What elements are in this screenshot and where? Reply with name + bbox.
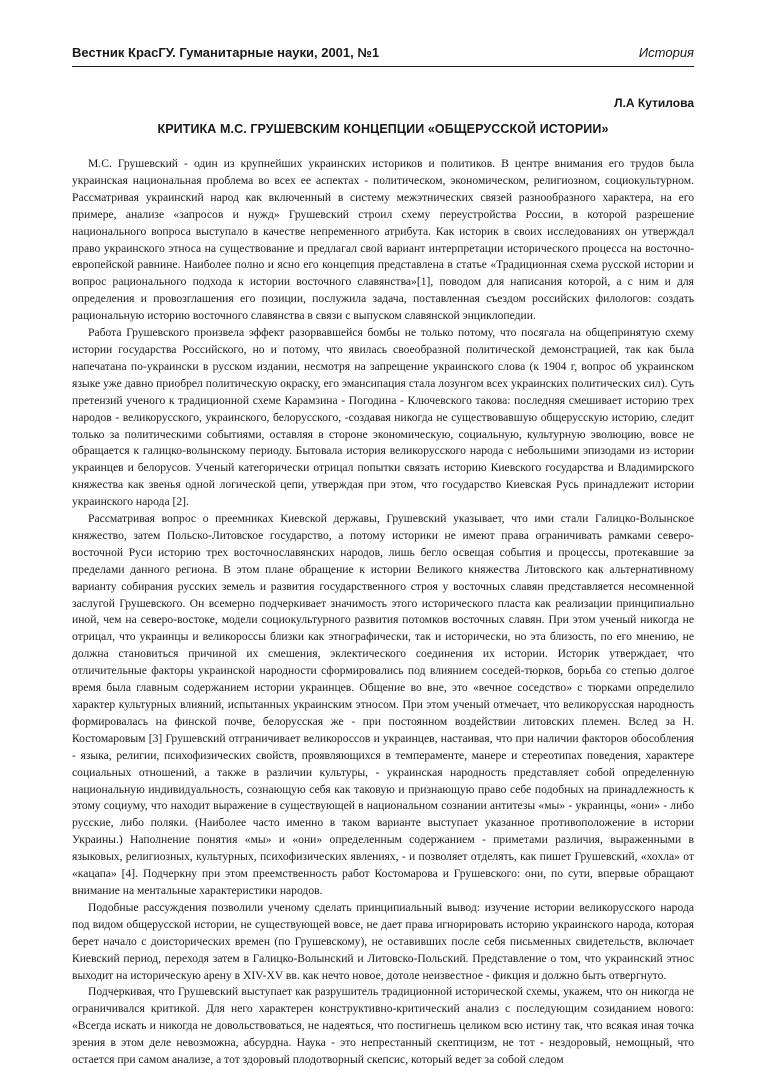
journal-title: Вестник КрасГУ. Гуманитарные науки, 2001, №1 (72, 45, 380, 60)
paragraph-5: Подчеркивая, что Грушевский выступает как разрушитель традиционной исторической схемы, укажем, что он никогда не ограничивался критикой. Для него характерен конструктивно-критический анализ с последующим созиданием нового: «Всегда искать и никогда не довольствоваться, не надеяться, что постигнешь целиком всю истину так, что всякая иная точка зрения в этом деле невозможна, абсурдна. Наука - это непрестанный скептицизм, не тот - нездоровый, немощный, что остается при самом анализе, а тот здоровый плодотворный скепсис, который ведет за собой следом (72, 985, 694, 1067)
header-rule (72, 66, 694, 67)
author-name: Л.А Кутилова (614, 96, 694, 110)
paragraph-4: Подобные рассуждения позволили ученому сделать принципиальный вывод: изучение истории великорусского народа под видом общерусской истории, не существующей вовсе, не дает права игнорировать историю украинского народа, которая берет начало с доисторических времен (по Грушевскому), не оставивших после себя письменных свидетельств, включает Киевский период, переходя затем в Галицко-Волынский и Литовско-Польский. Представление о том, что украинский этнос выходит на историческую арену в XIV-XV вв. как нечто новое, дотоле неизвестное - фикция и должно быть отвергнуто. (72, 900, 694, 982)
paragraph-1: М.С. Грушевский - один из крупнейших украинских историков и политиков. В центре внимания его трудов была украинская национальная проблема во всех ее аспектах - политическом, экономическом, религиозном, социокультурном. Рассматривая украинский народ как включенный в систему межэтнических связей разнообразного характера, на его примере, анализе «запросов и нужд» Грушевский строил схему переустройства России, в которой разрешение национального вопроса выступало в качестве непременного атрибута. Как историк в своих исследованиях он утверждал право украинского этноса на существование и предлагал свой вариант интерпретации исторического процесса на восточно-европейской равнине. Наиболее полно и ясно его концепция представлена в статье «Традиционная схема русской истории и вопрос рационального подхода к истории восточного славянства»[1], поводом для написания которой, а с ним и для определения и провозглашения его позиции, послужила задача, поставленная съездом российских филологов: создать рациональную историю восточного славянства в связи с выпуском славянской энциклопедии. (72, 157, 694, 323)
paragraph-2: Работа Грушевского произвела эффект разорвавшейся бомбы не только потому, что посягала на общепринятую схему истории государства Российского, но и потому, что явилась своеобразной политической демонстрацией, так как была напечатана по-украински в русском издании, несмотря на запрещение украинского слова (к 1904 г, вопрос об украинском языке уже давно приобрел политическую окраску, его эмансипация стала лозунгом всех украинских политических сил). Суть претензий ученого к традиционной схеме Карамзина - Погодина - Ключевского такова: последняя смешивает историю трех народов - великорусского, украинского, белорусского, -создавая никогда не существовавшую общерусскую историю, следит только за политическими событиями, оставляя в стороне экономическую, социальную, культурную эволюцию, вовсе не обращается к галицко-волынскому периоду. Бытовала история великорусского народа с небольшими эпизодами из истории украинцев и белорусов. Ученый категорически отрицал попытки связать историю Киевского государства и Владимирского княжества как звенья одной логической цепи, утверждая при этом, что государство Киевская Русь принадлежит истории украинского народа [2]. (72, 326, 694, 509)
running-header (72, 44, 694, 64)
article-title: КРИТИКА М.С. ГРУШЕВСКИМ КОНЦЕПЦИИ «ОБЩЕРУССКОЙ ИСТОРИИ» (157, 122, 609, 136)
paragraph-3: Рассматривая вопрос о преемниках Киевской державы, Грушевский указывает, что ими стали Галицко-Волынское княжество, затем Польско-Литовское государство, а потому историки не имеют права ограничивать рамками северо-восточной Руси историю трех восточнославянских народов, лишь бегло освещая события и процессы, протекавшие за пределами данного региона. В этом плане обращение к истории Великого княжества Литовского как альтернативному варианту собирания русских земель и развития государственного строя у восточных славян представляется несомненной заслугой Грушевского. Он всемерно подчеркивает значимость этого исторического пласта как реализации принципиально иной, чем на северо-востоке, модели социокультурного развития потомков восточных славян. При этом ученый никогда не отрицал, что украинцы и великороссы близки как этнографически, так и исторически, но эта близость, по его мнению, не должна становиться причиной их смешения, эклектического соединения их истории. Историк утверждает, что отличительные факторы украинской народности сформировались под влиянием соседей-тюрков, борьба со степью долгое время была главным содержанием истории украинцев. Общение во вне, это «вечное соседство» с тюрками определило характер культурных влияний, испытанных украинским этносом. При этом ученый отмечает, что великорусская народность формировалась на финской почве, белорусская же - при постоянном воздействии литовских племен. Вслед за Н. Костомаровым [3] Грушевский отграничивает великороссов и украинцев, настаивая, что при наличии факторов обособления - языка, религии, психофизических свойств, проявляющихся в темпераменте, манере и стереотипах поведения, характере социальных отношений, а также в различии культуры, - украинская народность представляет собой определенную национальную индивидуальность, сознающую себя как таковую и признающую право себе подобных на принадлежность к этому социуму, что находит выражение в существующей в национальном сознании антитезы «мы» - украинцы, «они» - либо русские, либо поляки. (Наиболее часто именно в таком варианте выступает указанное противоположение в истории Украины.) Наполнение понятия «мы» и «они» определенным содержанием - приметами различия, выраженными в языковых, религиозных, культурных, психофизических явлениях, - и позволяет отделять, как пишет Грушевский, «хохла» от «кацапа» [4]. Подчеркну при этом преемственность работ Костомарова и Грушевского: они, по сути, впервые обращают внимание на ментальные характеристики народов. (72, 512, 694, 897)
article-body (72, 156, 694, 1076)
section-name: История (638, 45, 694, 60)
